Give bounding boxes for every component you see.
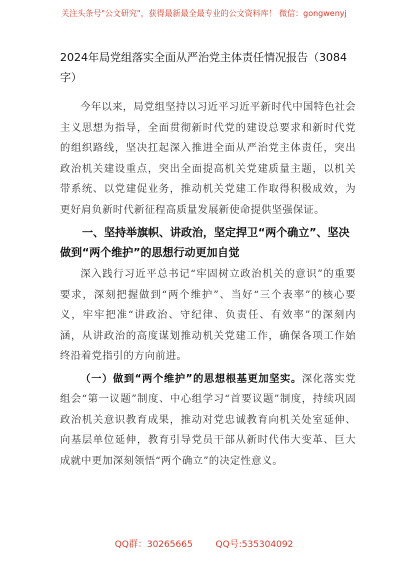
footer-qq-number: QQ号:535304092 bbox=[215, 540, 294, 550]
subsection-1-body: 深化落实党组会“第一议题”制度、中心组学习“首要议题”制度，持续巩固政治机关意识教育成果，推动对党忠诚教育向机关处室延伸、向基层单位延伸，教育引导党员干部从新时代伟大变革、巨大成就中更加深刻领悟“两个确立”的决定性意义。 bbox=[60, 373, 356, 467]
intro-paragraph: 今年以来，局党组坚持以习近平习近平新时代中国特色社会主义思想为指导，全面贯彻新时代党的建设总要求和新时代党的组织路线，坚决扛起深入推进全面从严治党主体责任，突出政治机关建设重点，突出全面提高机关党建质量主题，以机关带系统、以党建促业务，推动机关党建工作取得积极成效，为更好肩负新时代新征程高质量发展新使命提供坚强保证。 bbox=[60, 102, 356, 216]
subsection-1-lead: （一）做到“两个维护”的思想根基更加坚实。 bbox=[80, 373, 302, 385]
header-banner: 关注头条号"公文研究"，获得最新最全最专业的公文资料库！ 微信：gongwenyj bbox=[61, 9, 347, 18]
section-1-paragraph: 深入践行习近平总书记“牢固树立政治机关的意识”的重要要求，深刻把握做到“两个维护”、当好“三个表率”的核心要义，牢牢把准“讲政治、守纪律、负责任、有效率”的深刻内涵，从讲政治的高度谋划推动机关党建工作，确保各项工作始终沿着党指引的方向前进。 bbox=[60, 269, 356, 362]
footer-contact bbox=[0, 537, 408, 550]
document-body bbox=[60, 48, 356, 472]
document-title: 2024年局党组落实全面从严治党主体责任情况报告（3084字） bbox=[60, 51, 347, 84]
section-heading-1: 一、坚持举旗帜、讲政治，坚定捍卫“两个确立”、坚决做到“两个维护”的思想行动更加自觉 bbox=[60, 226, 350, 259]
footer-qq-group: QQ群：30265665 bbox=[114, 540, 193, 550]
subsection-1-paragraph bbox=[60, 370, 356, 473]
